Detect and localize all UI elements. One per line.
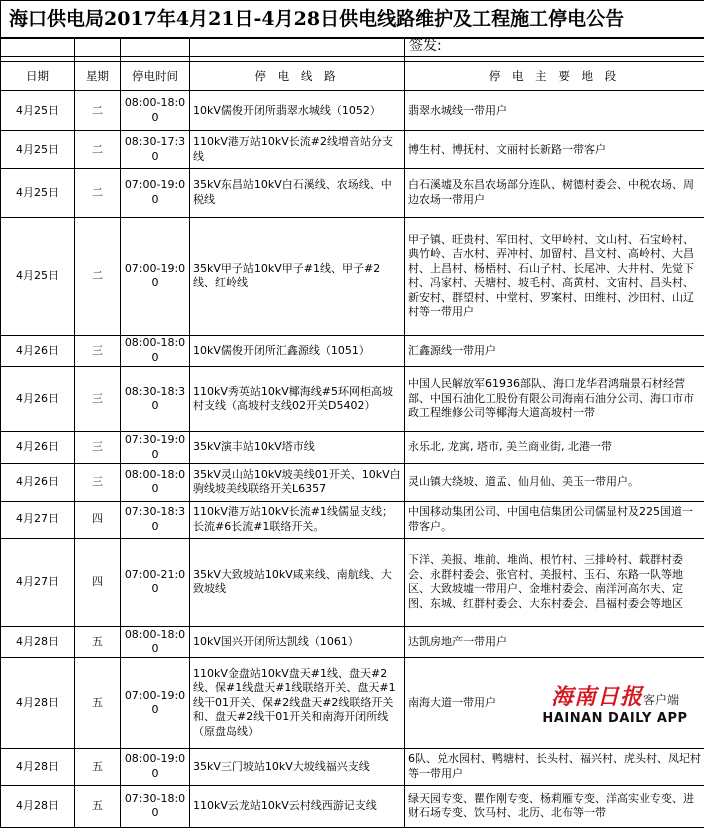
cell-date: 4月25日 bbox=[1, 217, 75, 335]
cell-date: 4月25日 bbox=[1, 131, 75, 169]
cell-area: 翡翠水城线一带用户 bbox=[405, 91, 704, 131]
table-row bbox=[1, 335, 704, 367]
sign-label: 签发: bbox=[405, 38, 704, 56]
cell-date: 4月25日 bbox=[1, 169, 75, 217]
cell-time: 07:30-18:30 bbox=[121, 501, 190, 538]
cell-weekday: 三 bbox=[75, 432, 121, 464]
header-weekday: 星期 bbox=[75, 62, 121, 91]
table-row bbox=[1, 748, 704, 785]
cell-area: 白石溪墟及东昌农场部分连队、树德村委会、中税农场、周边农场一带用户 bbox=[405, 169, 704, 217]
watermark-logo-text: 海南日报 bbox=[550, 684, 643, 710]
table-row bbox=[1, 367, 704, 432]
watermark-english: HAINAN DAILY APP bbox=[542, 711, 688, 726]
cell-area: 中国人民解放军61936部队、海口龙华君鸿瑞景石材经营部、中国石油化工股份有限公司海南石油分公司、海口市市政工程维修公司等椰海大道高坡村一带 bbox=[405, 367, 704, 432]
cell-time: 08:00-18:00 bbox=[121, 91, 190, 131]
cell-time: 08:30-18:30 bbox=[121, 367, 190, 432]
table-row bbox=[1, 785, 704, 827]
cell-time: 07:00-19:00 bbox=[121, 658, 190, 748]
cell-route: 10kV国兴开闭所达凯线（1061） bbox=[190, 626, 405, 658]
cell-area: 灵山镇大绕坡、道孟、仙月仙、美玉一带用户。 bbox=[405, 463, 704, 501]
cell-time: 07:00-21:00 bbox=[121, 538, 190, 626]
cell-weekday: 五 bbox=[75, 748, 121, 785]
notice-title: 海口供电局2017年4月21日-4月28日供电线路维护及工程施工停电公告 bbox=[1, 1, 704, 39]
cell-weekday: 五 bbox=[75, 785, 121, 827]
cell-time: 07:00-19:00 bbox=[121, 217, 190, 335]
cell-area: 南海大道一带用户 bbox=[405, 658, 704, 748]
cell-route: 110kV云龙站10kV云村线西游记支线 bbox=[190, 785, 405, 827]
cell-weekday: 四 bbox=[75, 538, 121, 626]
table-row bbox=[1, 169, 704, 217]
cell-date: 4月25日 bbox=[1, 91, 75, 131]
cell-time: 07:30-18:00 bbox=[121, 785, 190, 827]
table-row bbox=[1, 91, 704, 131]
cell-area: 6队、兑水园村、鸭塘村、长头村、福兴村、虎头村、凤圮村等一带用户 bbox=[405, 748, 704, 785]
cell-area: 中国移动集团公司、中国电信集团公司儒显村及225国道一带客户。 bbox=[405, 501, 704, 538]
cell-date: 4月28日 bbox=[1, 658, 75, 748]
table-row bbox=[1, 432, 704, 464]
cell-route: 35kV三门坡站10kV大坡线福兴支线 bbox=[190, 748, 405, 785]
table-row bbox=[1, 501, 704, 538]
cell-route: 110kV港万站10kV长流#1线儒显支线；长流#6长流#1联络开关。 bbox=[190, 501, 405, 538]
cell-time: 08:00-18:00 bbox=[121, 463, 190, 501]
cell-area: 汇鑫源线一带用户 bbox=[405, 335, 704, 367]
table-row bbox=[1, 463, 704, 501]
table-row bbox=[1, 131, 704, 169]
cell-date: 4月27日 bbox=[1, 501, 75, 538]
sign-empty-cell bbox=[121, 38, 190, 56]
table-row bbox=[1, 658, 704, 748]
header-date: 日期 bbox=[1, 62, 75, 91]
watermark-logo-tail: 客户端 bbox=[643, 693, 680, 707]
cell-route: 110kV港万站10kV长流#2线增音站分支线 bbox=[190, 131, 405, 169]
cell-date: 4月28日 bbox=[1, 748, 75, 785]
sign-empty-cell bbox=[1, 38, 75, 56]
cell-time: 07:00-19:00 bbox=[121, 169, 190, 217]
cell-area: 永乐北, 龙寓, 塔市, 美兰商业街, 北港一带 bbox=[405, 432, 704, 464]
cell-time: 08:00-19:00 bbox=[121, 748, 190, 785]
cell-weekday: 五 bbox=[75, 658, 121, 748]
cell-time: 08:30-17:30 bbox=[121, 131, 190, 169]
cell-date: 4月28日 bbox=[1, 785, 75, 827]
header-area: 停 电 主 要 地 段 bbox=[405, 62, 704, 91]
header-time: 停电时间 bbox=[121, 62, 190, 91]
cell-area: 绿天园专变、瞿作刚专变、杨莉雁专变、洋高实业专变、进财石场专变、饮马村、北历、北布等一带 bbox=[405, 785, 704, 827]
sign-empty-cell bbox=[190, 38, 405, 56]
cell-date: 4月26日 bbox=[1, 367, 75, 432]
header-row bbox=[1, 62, 704, 91]
cell-time: 07:30-19:00 bbox=[121, 432, 190, 464]
cell-date: 4月27日 bbox=[1, 538, 75, 626]
cell-area: 达凯房地产一带用户 bbox=[405, 626, 704, 658]
cell-date: 4月26日 bbox=[1, 463, 75, 501]
cell-time: 08:00-18:00 bbox=[121, 335, 190, 367]
cell-area: 博生村、博抚村、文丽村长新路一带客户 bbox=[405, 131, 704, 169]
header-route: 停 电 线 路 bbox=[190, 62, 405, 91]
cell-area: 下洋、美报、堆前、堆尚、根竹村、三排岭村、载群村委会、永群村委会、张官村、美报村、玉石、东路一队等地区、大致坡墟一带用户、金堆村委会、南洋河高尔夫、定图、东城、红群村委会、大东村委会、昌福村委会等地区 bbox=[405, 538, 704, 626]
cell-date: 4月26日 bbox=[1, 335, 75, 367]
cell-route: 35kV大致坡站10kV咸来线、南航线、大致坡线 bbox=[190, 538, 405, 626]
cell-time: 08:00-18:00 bbox=[121, 626, 190, 658]
cell-route: 35kV灵山站10kV坡美线01开关、10kV白驹线坡美线联络开关L6357 bbox=[190, 463, 405, 501]
cell-weekday: 二 bbox=[75, 131, 121, 169]
cell-route: 110kV秀英站10kV椰海线#5环网柜高坡村支线（高坡村支线02开关D5402） bbox=[190, 367, 405, 432]
cell-weekday: 二 bbox=[75, 217, 121, 335]
sign-empty-cell bbox=[75, 38, 121, 56]
cell-route: 10kV儒俊开闭所汇鑫源线（1051） bbox=[190, 335, 405, 367]
cell-weekday: 五 bbox=[75, 626, 121, 658]
cell-area: 甲子镇、旺贵村、军田村、文甲岭村、文山村、石宝岭村、典竹岭、吉水村、弄冲村、加留村、昌文村、高岭村、大昌村、上昌村、杨梧村、石山子村、长尾冲、大井村、先觉下村、冯家村、天塘村、坡毛村、高黄村、文宙村、昌头村、新安村、群望村、中堂村、罗案村、田维村、沙田村、山辽村等一带用户 bbox=[405, 217, 704, 335]
cell-date: 4月28日 bbox=[1, 626, 75, 658]
cell-route: 35kV东昌站10kV白石溪线、农场线、中税线 bbox=[190, 169, 405, 217]
cell-route: 110kV金盘站10kV盘天#1线、盘天#2线、保#1线盘天#1线联络开关、盘天#1线干01开关、保#2线盘天#2线联络开关和、盘天#2线干01开关和南海开闭所线（原盘岛线） bbox=[190, 658, 405, 748]
table-row bbox=[1, 626, 704, 658]
cell-weekday: 二 bbox=[75, 169, 121, 217]
cell-weekday: 三 bbox=[75, 463, 121, 501]
cell-weekday: 二 bbox=[75, 91, 121, 131]
cell-weekday: 三 bbox=[75, 367, 121, 432]
table-row bbox=[1, 538, 704, 626]
cell-date: 4月26日 bbox=[1, 432, 75, 464]
cell-route: 35kV甲子站10kV甲子#1线、甲子#2线、红岭线 bbox=[190, 217, 405, 335]
cell-weekday: 四 bbox=[75, 501, 121, 538]
table-row bbox=[1, 217, 704, 335]
cell-route: 35kV演丰站10kV塔市线 bbox=[190, 432, 405, 464]
cell-route: 10kV儒俊开闭所翡翠水城线（1052） bbox=[190, 91, 405, 131]
cell-weekday: 三 bbox=[75, 335, 121, 367]
